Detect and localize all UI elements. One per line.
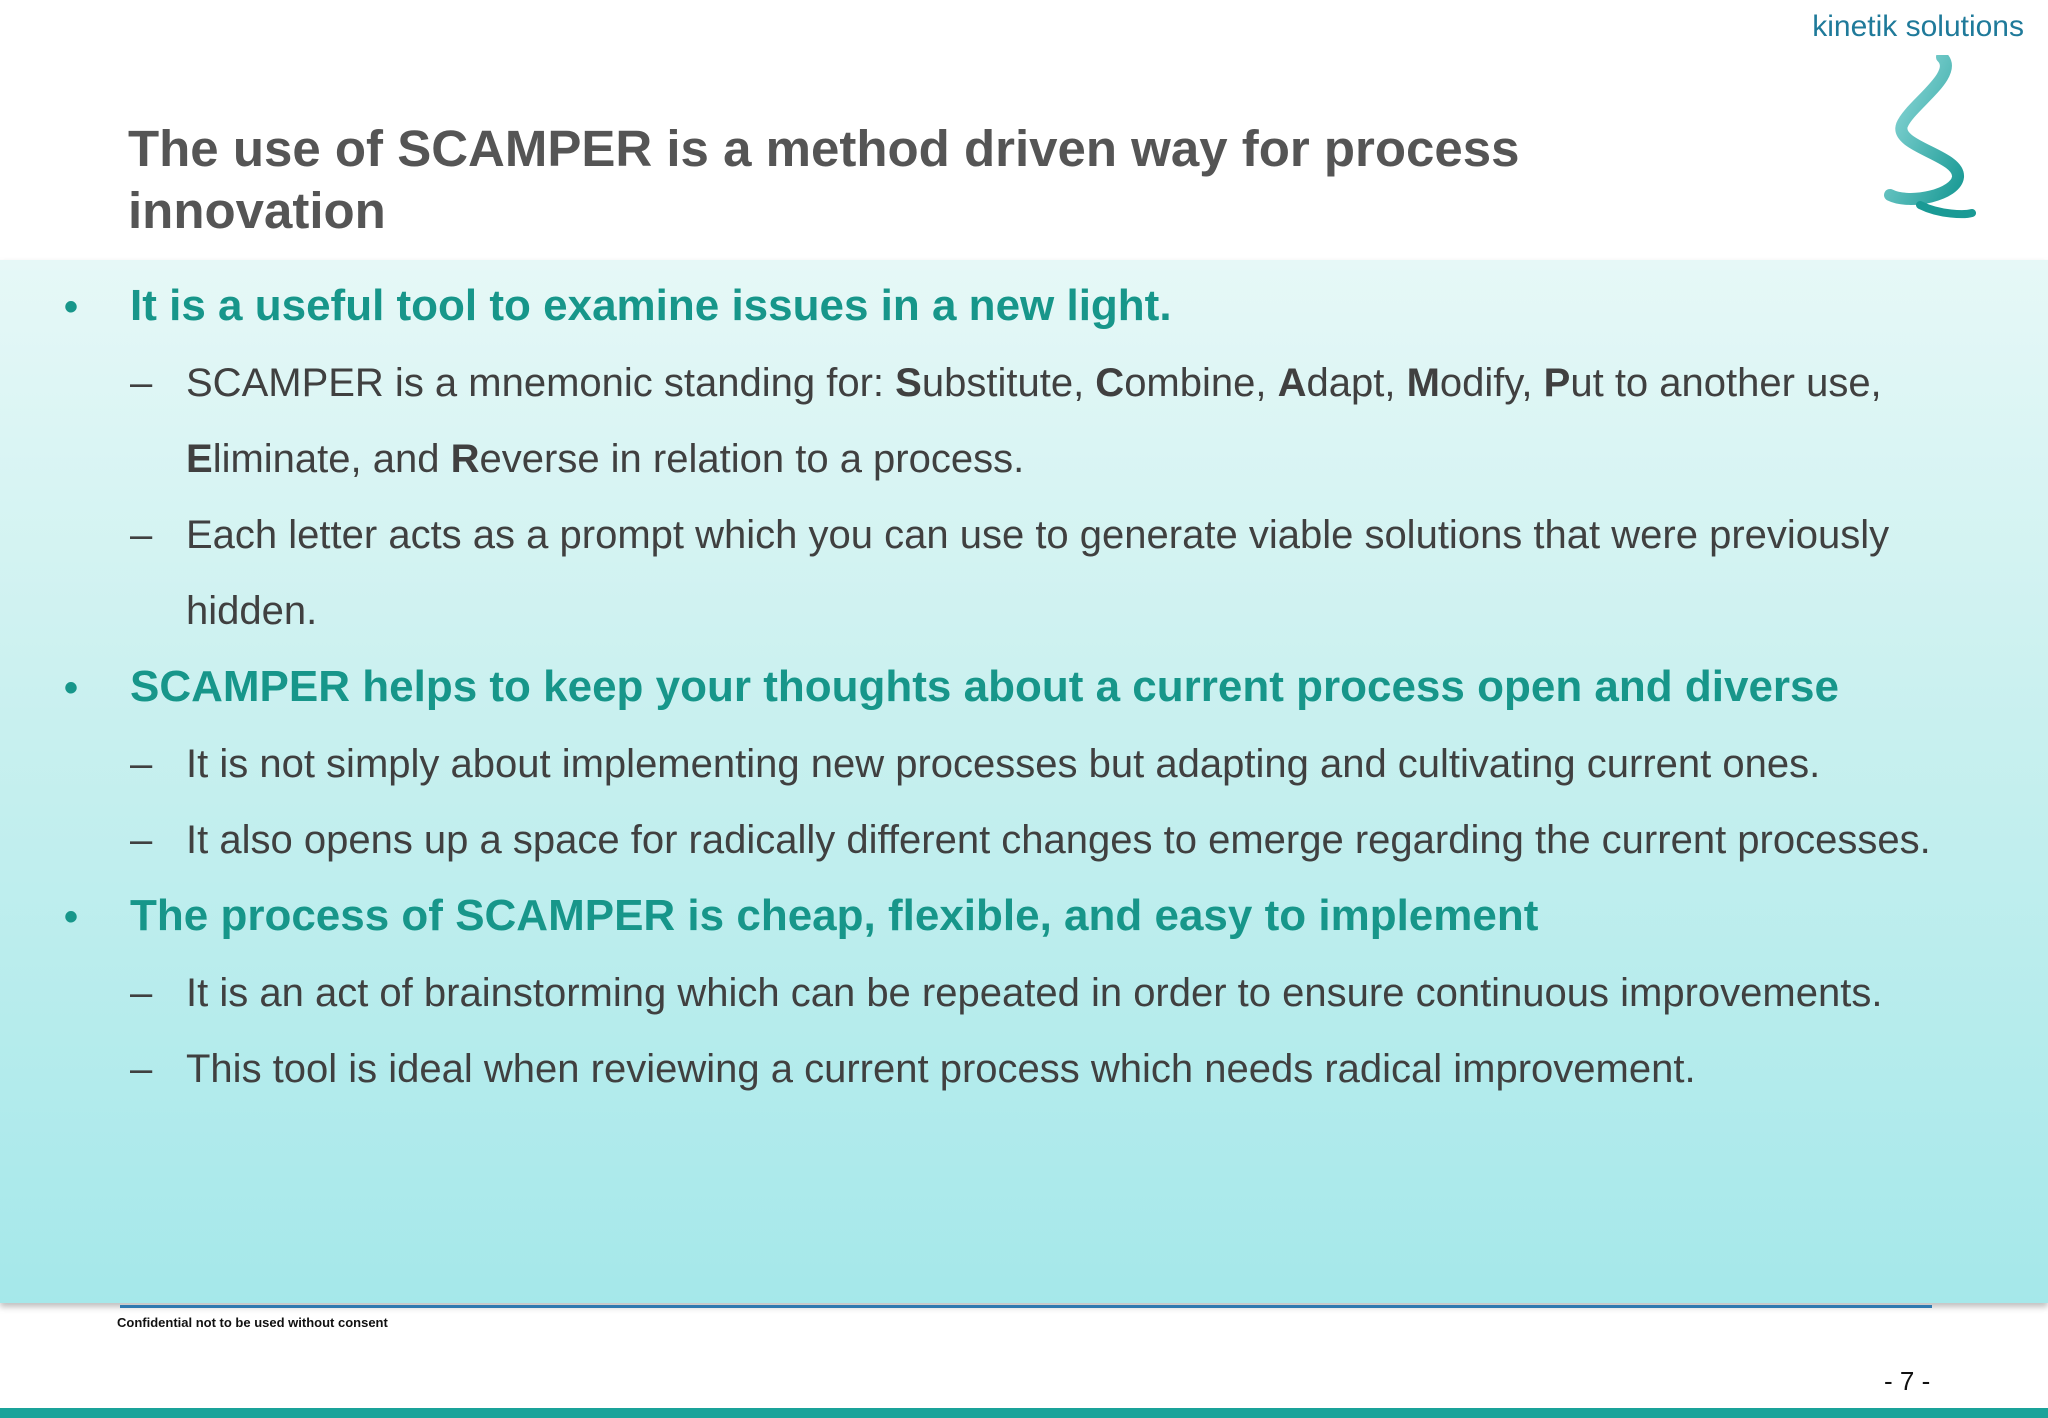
footer-rule: [120, 1305, 1932, 1308]
bullet-list: [64, 268, 2004, 1107]
letter-a: A: [1277, 361, 1307, 405]
dash-glyph: –: [130, 818, 153, 862]
word-rest: ut to another use,: [1570, 361, 1882, 405]
sub-text: It also opens up a space for radically different changes to emerge regarding the current processes.: [186, 818, 1931, 862]
brand-name: kinetik solutions: [1812, 10, 2024, 43]
page-number: - 7 -: [1884, 1366, 1931, 1396]
word-rest: odify,: [1439, 361, 1544, 405]
sub-item: [130, 1031, 2004, 1107]
bullet-item: [64, 878, 2004, 955]
sub-text: [186, 345, 2004, 497]
dash-glyph: –: [130, 742, 153, 786]
word-rest: liminate, and: [212, 437, 451, 481]
sub-item: [130, 802, 2004, 878]
sub-item: [130, 345, 2004, 497]
sub-text-intro: SCAMPER is a mnemonic standing for:: [186, 361, 896, 405]
sub-item: [130, 955, 2004, 1031]
word-rest: ubstitute,: [921, 361, 1096, 405]
bullet-heading: SCAMPER helps to keep your thoughts about a current process open and diverse: [130, 662, 1839, 711]
sub-item: [130, 726, 2004, 802]
dash-glyph: –: [130, 971, 153, 1015]
bullet-glyph: •: [64, 666, 79, 710]
word-rest: everse in relation to a process.: [479, 437, 1025, 481]
slide-title: The use of SCAMPER is a method driven way for process innovation: [128, 120, 1520, 239]
sub-text: It is not simply about implementing new processes but adapting and cultivating current ones.: [186, 742, 1821, 786]
bullet-glyph: •: [64, 895, 79, 939]
bullet-item: [64, 268, 2004, 345]
sub-text: This tool is ideal when reviewing a current process which needs radical improvement.: [186, 1047, 1696, 1091]
dash-glyph: –: [130, 513, 153, 557]
letter-r: R: [450, 437, 480, 481]
bullet-item: [64, 649, 2004, 726]
bottom-accent-bar: [0, 1408, 2048, 1418]
letter-c: C: [1095, 361, 1125, 405]
letter-m: M: [1406, 361, 1440, 405]
sub-text: Each letter acts as a prompt which you can use to generate viable solutions that were previously hidden.: [186, 513, 1890, 633]
letter-e: E: [186, 437, 213, 481]
sub-item: [130, 497, 2004, 649]
letter-p: P: [1543, 361, 1571, 405]
sub-text: It is an act of brainstorming which can be repeated in order to ensure continuous improvements.: [186, 971, 1883, 1015]
bullet-glyph: •: [64, 285, 79, 329]
dash-glyph: –: [130, 361, 153, 405]
confidential-notice: Confidential not to be used without consent: [117, 1315, 388, 1330]
dash-glyph: –: [130, 1047, 153, 1091]
word-rest: ombine,: [1124, 361, 1278, 405]
word-rest: dapt,: [1306, 361, 1407, 405]
letter-s: S: [895, 361, 922, 405]
bullet-heading: It is a useful tool to examine issues in a new light.: [130, 281, 1172, 330]
bullet-heading: The process of SCAMPER is cheap, flexible, and easy to implement: [130, 891, 1539, 940]
kinetik-logo-icon: [1880, 55, 1976, 225]
